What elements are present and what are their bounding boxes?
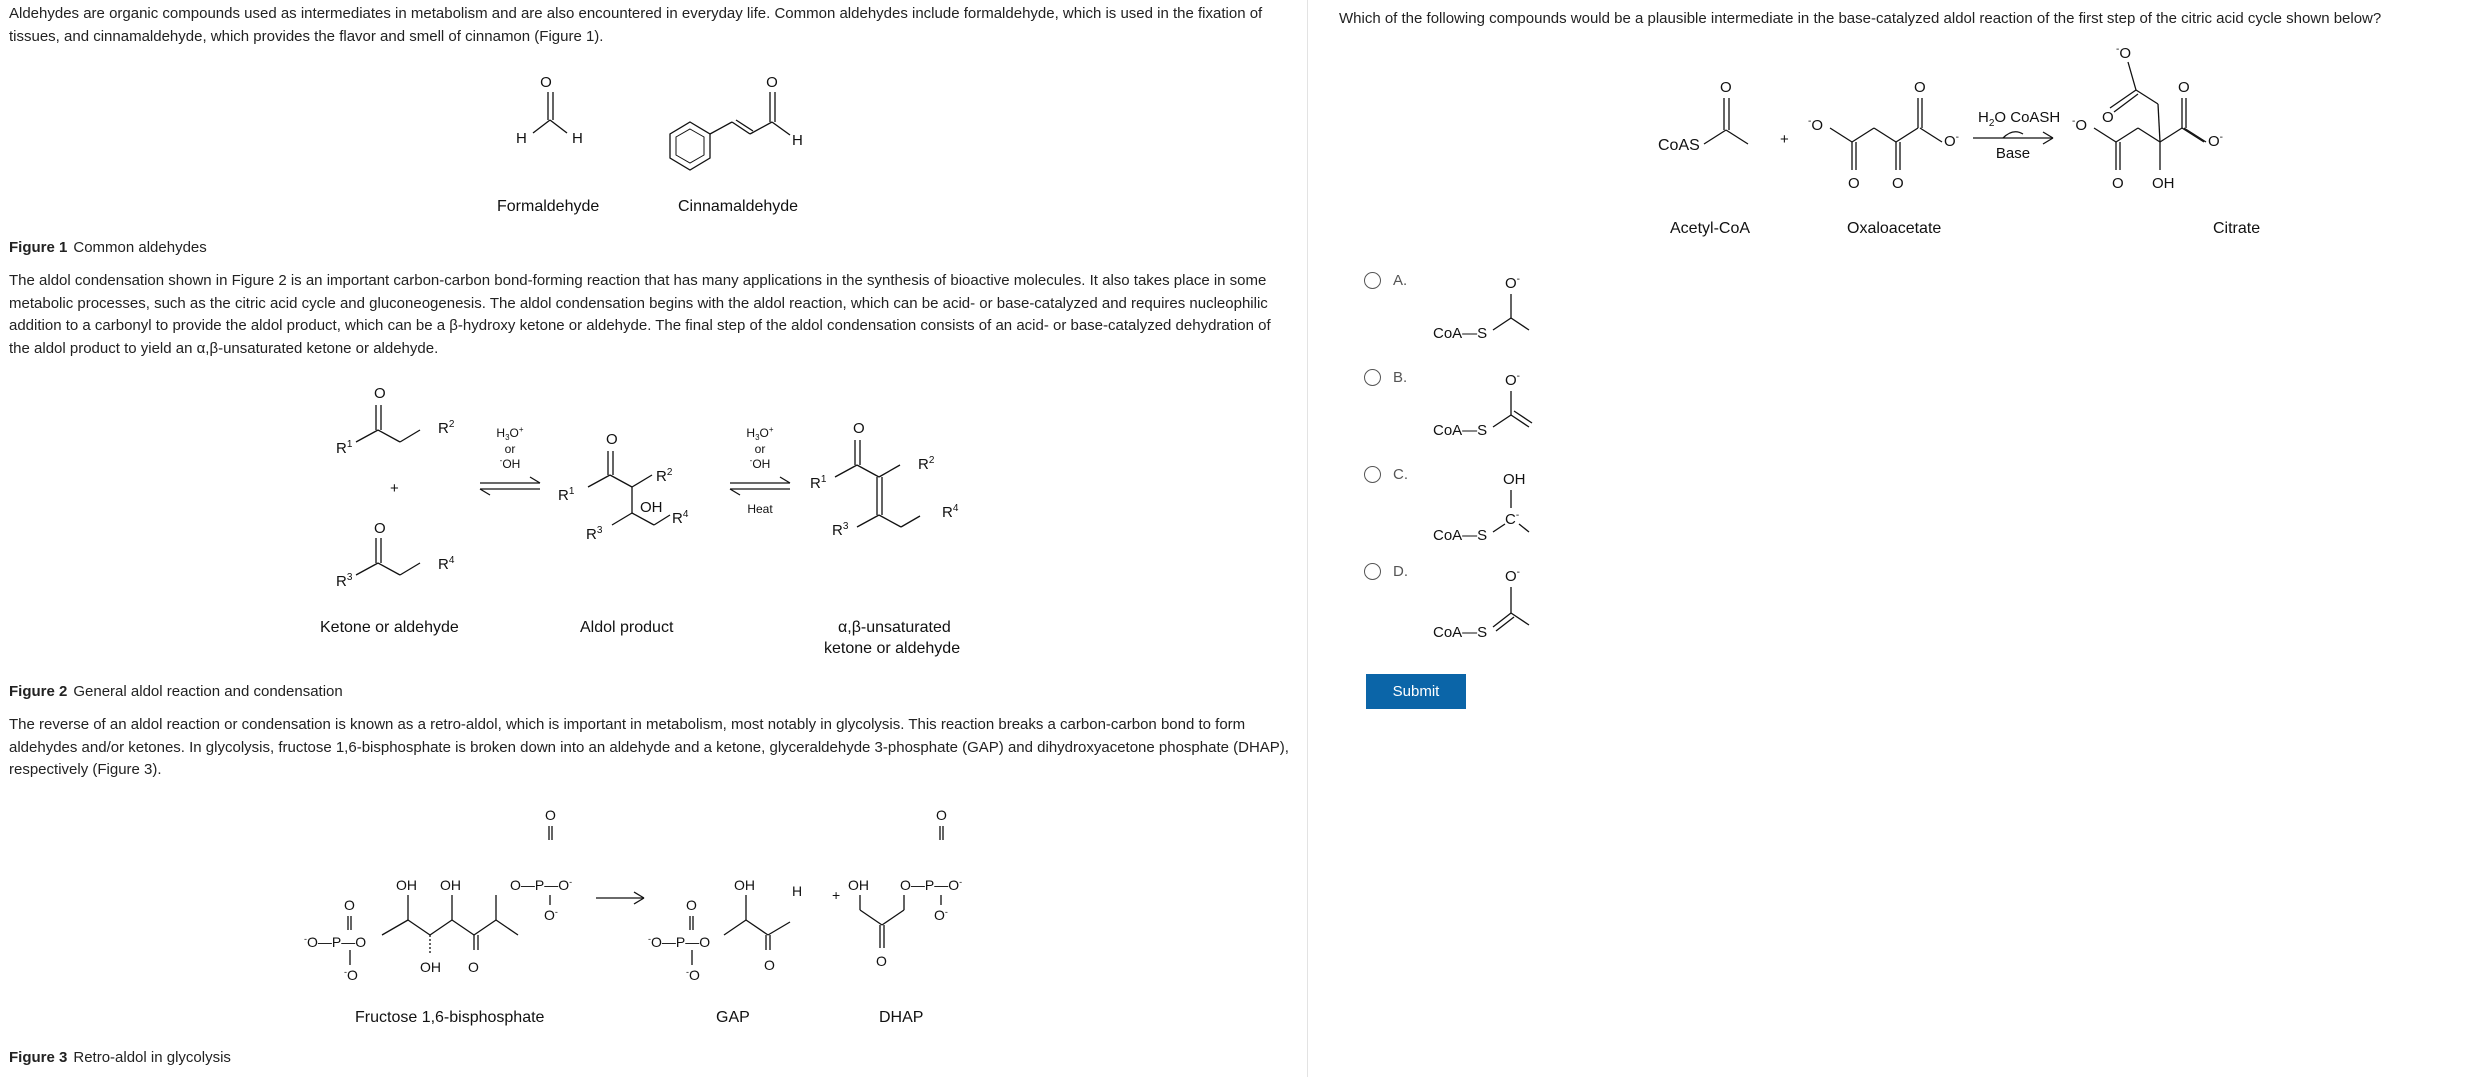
svg-text:or: or	[754, 442, 766, 456]
svg-text:OH: OH	[420, 959, 441, 975]
svg-text:O: O	[344, 897, 355, 913]
svg-text:+: +	[832, 887, 841, 903]
svg-text:O: O	[936, 807, 947, 823]
svg-text:H3O+: $H_3O^+$	[496, 425, 524, 442]
svg-text:H: H	[516, 130, 527, 147]
svg-text:-O: -O	[686, 967, 700, 983]
svg-text:CoA—S: CoA—S	[1433, 527, 1488, 544]
svg-text:H: H	[572, 130, 583, 147]
svg-text:O: O	[764, 957, 775, 973]
option-a[interactable]	[1364, 272, 1407, 289]
svg-text:+: +	[390, 480, 399, 497]
aldol-product-label: Aldol product	[580, 619, 674, 636]
svg-text:O: O	[468, 959, 479, 975]
svg-text:OH: OH	[2152, 175, 2175, 192]
option-a-radio[interactable]	[1364, 272, 1381, 289]
option-c-radio[interactable]	[1364, 466, 1381, 483]
svg-text:Base: Base	[1995, 145, 2031, 162]
question-text: Which of the following compounds would be a plausible intermediate in the base-catalyzed aldol reaction of the first step of the citric acid cycle shown below?	[1339, 10, 2382, 27]
svg-text:CoA—S: CoA—S	[1433, 422, 1488, 439]
svg-text:O: O	[2112, 175, 2124, 192]
svg-text:R2: $R^2$	[656, 467, 673, 485]
option-c[interactable]	[1364, 466, 1408, 483]
figure-3-scheme	[300, 800, 1020, 1000]
acetyl-coa-label: Acetyl-CoA	[1670, 220, 1751, 237]
svg-text:CoAS: CoAS	[1658, 137, 1700, 154]
svg-text:R2: $R^2$	[438, 419, 455, 437]
svg-text:CoA—S: CoA—S	[1433, 325, 1488, 342]
figure-2-caption: Figure 2 General aldol reaction and condensation	[9, 683, 343, 700]
svg-text:-O—P—O: -O—P—O	[648, 934, 711, 950]
svg-text:-O: -O	[2116, 44, 2132, 62]
option-b-letter: B.	[1393, 369, 1408, 386]
oxaloacetate-label: Oxaloacetate	[1847, 220, 1942, 237]
svg-text:O: O	[686, 897, 697, 913]
svg-text:O: O	[1914, 79, 1926, 96]
ketone-or-aldehyde-label: Ketone or aldehyde	[320, 619, 459, 636]
svg-text:O: O	[1720, 79, 1732, 96]
svg-text:OH: OH	[440, 877, 461, 893]
svg-text:O: O	[853, 420, 865, 437]
svg-text:R3: $R^3$	[586, 525, 603, 543]
svg-text:-O: -O	[344, 967, 358, 983]
svg-text:-OH: -OH	[749, 456, 771, 471]
fructose-label: Fructose 1,6-bisphosphate	[355, 1009, 545, 1026]
svg-text:R3: $R^3$	[336, 572, 353, 590]
formaldehyde-label: Formaldehyde	[497, 198, 600, 215]
passage-paragraph-2: The aldol condensation shown in Figure 2 is an important carbon-carbon bond-forming reaction that has many applications in the synthesis of bioactive molecules. It also takes place in some metabolic processes, such as the citric acid cycle and gluconeogenesis. The aldol condensation begins with the aldol reaction, which can be acid- or base-catalyzed and requires nucleophilic addition to a carbonyl to provide the aldol product, which can be a β-hydroxy ketone or aldehyde. The final step of the aldol condensation consists of an acid- or base-catalyzed dehydration of the aldol product to yield an α,β-unsaturated ketone or aldehyde.	[9, 272, 1271, 357]
svg-text:H: H	[792, 883, 803, 899]
svg-text:O-: O-	[1944, 132, 1960, 150]
svg-text:-OH: -OH	[499, 456, 521, 471]
citric-acid-scheme	[1658, 40, 2458, 200]
svg-text:C-: C-	[1505, 510, 1520, 528]
svg-text:O-: O-	[934, 907, 948, 923]
option-c-letter: C.	[1393, 466, 1408, 483]
svg-text:Heat: Heat	[747, 502, 773, 516]
svg-text:O: O	[2178, 79, 2190, 96]
svg-text:O-: O-	[1505, 567, 1521, 585]
unsaturated-label-line-1: α,β-unsaturated	[838, 619, 951, 636]
submit-button[interactable]: Submit	[1366, 674, 1466, 709]
svg-text:O-: O-	[544, 907, 558, 923]
svg-text:O: O	[876, 953, 887, 969]
svg-text:O-: O-	[1505, 371, 1521, 389]
svg-text:O-: O-	[2208, 132, 2224, 150]
svg-text:R1: $R^1$	[336, 439, 353, 457]
svg-text:O: O	[540, 74, 552, 91]
figure-3-caption: Figure 3 Retro-aldol in glycolysis	[9, 1049, 231, 1066]
option-b[interactable]	[1364, 369, 1407, 386]
svg-text:R4: $R^4$	[942, 503, 959, 521]
svg-text:-O: -O	[2072, 116, 2088, 134]
svg-text:O: O	[1848, 175, 1860, 192]
svg-text:O—P—O-: O—P—O-	[510, 877, 573, 893]
svg-text:O—P—O-: O—P—O-	[900, 877, 963, 893]
gap-label: GAP	[716, 1009, 750, 1026]
unsaturated-label-line-2: ketone or aldehyde	[824, 640, 961, 657]
passage-paragraph-3: The reverse of an aldol reaction or condensation is known as a retro-aldol, which is important in metabolism, most notably in glycolysis. This reaction breaks a carbon-carbon bond to form aldehydes and/or ketones. In glycolysis, fructose 1,6-bisphosphate is broken down into an aldehyde and a ketone, glyceraldehyde 3-phosphate (GAP) and dihydroxyacetone phosphate (DHAP), respectively (Figure 3).	[9, 716, 1289, 778]
svg-text:O-: O-	[1505, 274, 1521, 292]
option-a-letter: A.	[1393, 272, 1408, 289]
svg-text:O: O	[545, 807, 556, 823]
svg-text:R1: $R^1$	[810, 474, 827, 492]
option-d-structure	[1433, 561, 1543, 641]
svg-text:OH: OH	[734, 877, 755, 893]
option-a-structure	[1433, 270, 1543, 350]
option-b-radio[interactable]	[1364, 369, 1381, 386]
svg-text:OH: OH	[848, 877, 869, 893]
svg-text:H2O CoASH: $H_2O$ CoASH	[1978, 109, 2061, 129]
svg-text:-O—P—O: -O—P—O	[304, 934, 367, 950]
passage-paragraph-1: Aldehydes are organic compounds used as intermediates in metabolism and are also encountered in everyday life. Common aldehydes include formaldehyde, which is used in the fixation of tissues, and cinnamaldehyde, which provides the flavor and smell of cinnamon (Figure 1).	[9, 5, 1263, 45]
svg-text:H: H	[792, 132, 803, 149]
svg-text:O: O	[1892, 175, 1904, 192]
svg-text:OH: OH	[1503, 471, 1526, 488]
option-c-structure	[1433, 464, 1543, 544]
svg-text:OH: OH	[396, 877, 417, 893]
figure-1-caption: Figure 1 Common aldehydes	[9, 239, 207, 256]
option-b-structure	[1433, 367, 1543, 447]
svg-text:O: O	[374, 385, 386, 402]
dhap-label: DHAP	[879, 1009, 924, 1026]
svg-text:R3: $R^3$	[832, 521, 849, 539]
option-d-radio[interactable]	[1364, 563, 1381, 580]
svg-text:H3O+: $H_3O^+$	[746, 425, 774, 442]
svg-text:O: O	[606, 431, 618, 448]
svg-text:R2: $R^2$	[918, 455, 935, 473]
option-d[interactable]	[1364, 563, 1408, 580]
svg-text:CoA—S: CoA—S	[1433, 624, 1488, 641]
cinnamaldehyde-label: Cinnamaldehyde	[678, 198, 799, 215]
citrate-label: Citrate	[2213, 220, 2261, 237]
svg-text:O: O	[2102, 109, 2114, 126]
svg-text:OH: OH	[640, 499, 663, 516]
svg-text:O: O	[766, 74, 778, 91]
svg-text:R4: $R^4$	[672, 509, 689, 527]
svg-text:+: +	[1780, 131, 1789, 148]
option-d-letter: D.	[1393, 563, 1408, 580]
svg-text:-O: -O	[1808, 116, 1824, 134]
svg-text:R4: $R^4$	[438, 555, 455, 573]
question-pane	[1308, 0, 2466, 1077]
svg-text:or: or	[504, 442, 516, 456]
svg-text:O: O	[374, 520, 386, 537]
svg-text:R1: $R^1$	[558, 486, 575, 504]
